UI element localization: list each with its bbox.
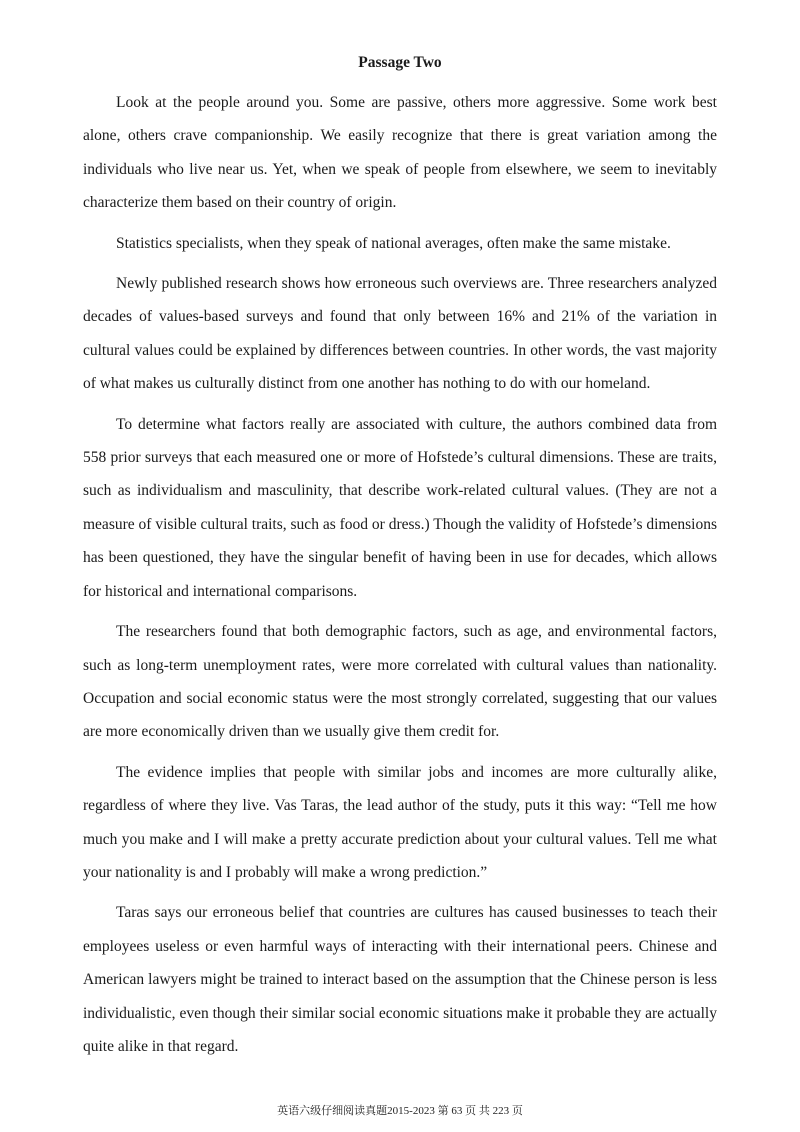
paragraph-1: Look at the people around you. Some are passive, others more aggressive. Some work best alone, others crave companionship. We easily recognize that there is great variation among the individuals who live near us. Yet, when we speak of people from elsewhere, we seem to inevitably characterize them based on their country of origin. [83,94,717,212]
page-title: Passage Two [358,54,442,71]
page-footer: 英语六级仔细阅读真题2015-2023 第 63 页 共 223 页 [277,1105,523,1117]
paragraph-3: Newly published research shows how erroneous such overviews are. Three researchers analyzed decades of values-based surveys and found that only between 16% and 21% of the variation in cultural values could be explained by differences between countries. In other words, the vast majority of what makes us culturally distinct from one another has nothing to do with our homeland. [83,275,717,393]
paragraph-7: Taras says our erroneous belief that countries are cultures has caused businesses to teach their employees useless or even harmful ways of interacting with their international peers. Chinese and American lawyers might be trained to interact based on the assumption that the Chinese person is less individualistic, even though their similar social economic situations make it probable they are actually quite alike in that regard. [83,904,717,1055]
paragraph-5: The researchers found that both demographic factors, such as age, and environmental factors, such as long-term unemployment rates, were more correlated with cultural values than nationality. Occupation and social economic status were the most strongly correlated, suggesting that our values are more economically driven than we usually give them credit for. [83,623,717,741]
paragraph-6: The evidence implies that people with similar jobs and incomes are more culturally alike, regardless of where they live. Vas Taras, the lead author of the study, puts it this way: “Tell me how much you make and I will make a pretty accurate prediction about your cultural values. Tell me what your nationality is and I probably will make a wrong prediction.” [83,763,717,881]
paragraph-2: Statistics specialists, when they speak of national averages, often make the same mistake. [116,234,671,252]
paragraph-4: To determine what factors really are associated with culture, the authors combined data from 558 prior surveys that each measured one or more of Hofstede’s cultural dimensions. These are traits, such as individualism and masculinity, that describe work-related cultural values. (They are not a measure of visible cultural traits, such as food or dress.) Though the validity of Hofstede’s dimensions has been questioned, they have the singular benefit of having been in use for decades, which allows for historical and international comparisons. [83,415,717,600]
passage-body [83,86,717,1070]
